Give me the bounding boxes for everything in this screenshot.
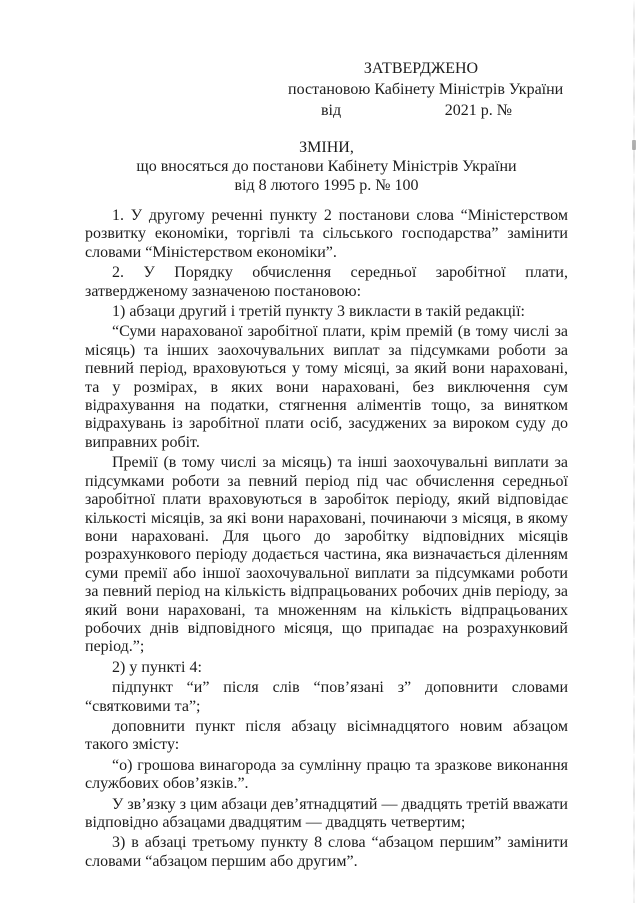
paragraph: Премії (в тому числі за місяць) та інші заохочувальні виплати за підсумками роботи за певний період під час обчислення середньої заробітної плати враховуються в заробіток періоду, який відповідає кількості місяців, за які вони нараховані, починаючи з місяця, в якому вони нараховані. Для цього до заробітку відповідних місяців розрахункового періоду додається частина, яка визначається діленням суми премії або іншої заохочувальної виплати за підсумками роботи за певний період на кількість відпрацьованих робочих днів періоду, за який вони нараховані, та множенням на кількість відпрацьованих робочих днів відповідного місяця, що припадає на розрахунковий період.”;: [85, 454, 568, 656]
scan-smudge-mark: [632, 140, 636, 150]
paragraph: доповнити пункт після абзацу вісімнадцятого новим абзацом такого змісту:: [85, 717, 568, 754]
approval-date-line: [288, 100, 554, 121]
paragraph: 1. У другому реченні пункту 2 постанови слова “Міністерством розвитку економіки, торгівлі та сільського господарства” замінити словами “Міністерством економіки”.: [85, 207, 568, 261]
paragraph: 1) абзаци другий і третій пункту 3 викласти в такій редакції:: [112, 303, 525, 321]
approval-date-prefix: від: [321, 102, 342, 119]
paragraph: підпункт “и” після слів “пов’язані з” доповнити словами “святковими та”;: [85, 679, 568, 715]
paragraph: У зв’язку з цим абзаци дев’ятнадцятий — двадцять третій вважати відповідно абзацами двадцятим — двадцять четвертим;: [85, 795, 568, 831]
scan-artifact-line: [633, 0, 635, 903]
approval-date-suffix: 2021 р. №: [444, 102, 512, 119]
paragraph: 2. У Порядку обчислення середньої заробітної плати, затвердженому зазначеною постановою:: [85, 264, 568, 300]
approval-block: [288, 58, 564, 121]
document-title-block: [85, 138, 568, 195]
approval-authority: постановою Кабінету Міністрів України: [288, 81, 564, 98]
paragraph: “о) грошова винагорода за сумлінну працю та зразкове виконання службових обов’язків.”.: [85, 756, 568, 793]
document-body: [85, 207, 568, 873]
paragraph: 3) в абзаці третьому пункту 8 слова “абзацом першим” замінити словами “абзацом першим або другим”.: [85, 834, 568, 870]
title-line-2: що вносяться до постанови Кабінету Міністрів України: [136, 158, 517, 175]
paragraph: “Суми нарахованої заробітної плати, крім премій (в тому числі за місяць) та інших заохочувальних виплат за підсумками роботи за певний період, враховуються у тому місяці, за який вони нараховані, та у розмірах, в яких вони нараховані, без виключення сум відрахування на податки, стягнення аліментів тощо, за винятком відрахувань із заробітної плати осіб, засуджених за вироком суду до виправних робіт.: [85, 323, 568, 451]
paragraph: 2) у пункті 4:: [112, 658, 202, 676]
title-line-1: ЗМІНИ,: [299, 139, 354, 156]
title-line-3: від 8 лютого 1995 р. № 100: [234, 177, 419, 194]
approval-label: ЗАТВЕРДЖЕНО: [363, 60, 479, 77]
